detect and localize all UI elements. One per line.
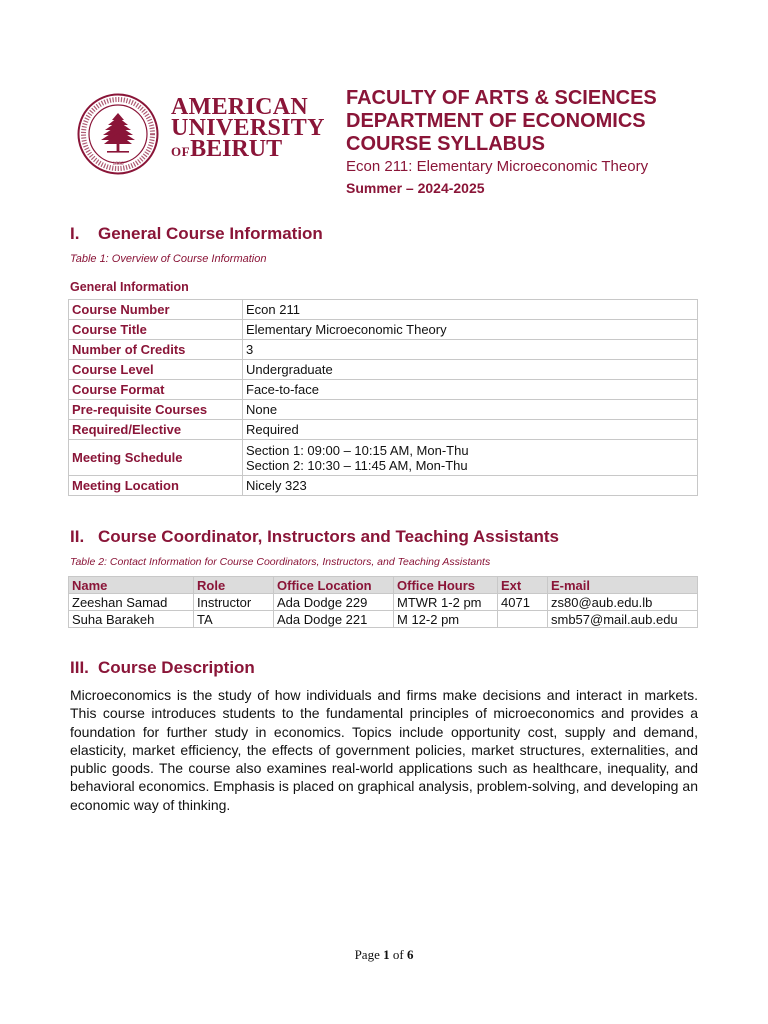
page-number: 1 bbox=[383, 947, 390, 962]
table-row bbox=[69, 320, 698, 340]
section-3-title bbox=[70, 658, 255, 678]
row-key: Required/Elective bbox=[69, 420, 243, 440]
department-title: DEPARTMENT OF ECONOMICS bbox=[346, 110, 646, 132]
section-1-heading: General Course Information bbox=[98, 224, 323, 243]
row-value: Elementary Microeconomic Theory bbox=[243, 320, 698, 340]
wordmark-line-1: AMERICAN bbox=[171, 94, 309, 120]
section-1-title bbox=[70, 224, 323, 244]
wordmark-of: OF bbox=[171, 144, 191, 159]
col-header: Role bbox=[194, 577, 274, 594]
cell-ext bbox=[498, 611, 548, 628]
section-2-title bbox=[70, 527, 559, 547]
cell-office: Ada Dodge 229 bbox=[274, 594, 394, 611]
faculty-title: FACULTY OF ARTS & SCIENCES bbox=[346, 87, 657, 109]
seal-year: 1866 bbox=[112, 161, 124, 167]
wordmark-line-3 bbox=[171, 136, 325, 162]
page-footer bbox=[0, 947, 768, 963]
course-description: Microeconomics is the study of how individuals and firms make decisions and interact in markets. This course introduces students to the fundamental principles of microeconomics and provides a foundation for further study in economics. Topics include opportunity cost, supply and demand, elasticity, market efficiency, the effects of government policies, market structures, externalities, and public goods. The course also examines real-world applications such as healthcare, inequality, and behavioral economics. Emphasis is placed on graphical analysis, problem-solving, and developing an economic way of thinking. bbox=[70, 687, 698, 813]
cell-hours: M 12-2 pm bbox=[394, 611, 498, 628]
row-key: Course Number bbox=[69, 300, 243, 320]
doc-type-title: COURSE SYLLABUS bbox=[346, 133, 545, 155]
row-key: Course Title bbox=[69, 320, 243, 340]
cell-role: Instructor bbox=[194, 594, 274, 611]
term-line: Summer – 2024-2025 bbox=[346, 180, 485, 196]
cell-email[interactable]: smb57@mail.aub.edu bbox=[548, 611, 698, 628]
table-row bbox=[69, 420, 698, 440]
cell-name: Suha Barakeh bbox=[69, 611, 194, 628]
page-total: 6 bbox=[406, 947, 414, 962]
cell-role: TA bbox=[194, 611, 274, 628]
col-header: Ext bbox=[498, 577, 548, 594]
document-header bbox=[346, 87, 657, 197]
wordmark-line-2: UNIVERSITY bbox=[171, 115, 325, 141]
table-header-row bbox=[69, 577, 698, 594]
row-key: Meeting Location bbox=[69, 476, 243, 496]
cell-email[interactable]: zs80@aub.edu.lb bbox=[548, 594, 698, 611]
row-value: None bbox=[243, 400, 698, 420]
aub-cedar-seal-icon bbox=[77, 93, 159, 175]
row-key: Number of Credits bbox=[69, 340, 243, 360]
section-3-number: III. bbox=[70, 658, 89, 677]
cell-name: Zeeshan Samad bbox=[69, 594, 194, 611]
section-3-heading: Course Description bbox=[98, 658, 255, 677]
row-key: Pre-requisite Courses bbox=[69, 400, 243, 420]
cell-office: Ada Dodge 221 bbox=[274, 611, 394, 628]
table-row bbox=[69, 594, 698, 611]
col-header: E-mail bbox=[548, 577, 698, 594]
general-info-subhead: General Information bbox=[70, 280, 189, 294]
table-row bbox=[69, 611, 698, 628]
schedule-section-2: Section 2: 10:30 – 11:45 AM, Mon-Thu bbox=[246, 457, 468, 473]
row-key: Course Level bbox=[69, 360, 243, 380]
wordmark-beirut: BEIRUT bbox=[190, 136, 283, 162]
row-value: Nicely 323 bbox=[243, 476, 698, 496]
row-value: 3 bbox=[243, 340, 698, 360]
row-value bbox=[243, 440, 698, 476]
table-row bbox=[69, 440, 698, 476]
table-row bbox=[69, 300, 698, 320]
table-row bbox=[69, 400, 698, 420]
row-value: Undergraduate bbox=[243, 360, 698, 380]
row-key: Meeting Schedule bbox=[69, 440, 243, 476]
section-1-number: I. bbox=[70, 224, 80, 243]
table-1-caption: Table 1: Overview of Course Information bbox=[70, 253, 267, 265]
col-header: Office Hours bbox=[394, 577, 498, 594]
section-2-heading: Course Coordinator, Instructors and Teaching Assistants bbox=[98, 527, 559, 546]
row-key: Course Format bbox=[69, 380, 243, 400]
course-line: Econ 211: Elementary Microeconomic Theory bbox=[346, 158, 649, 175]
row-value: Econ 211 bbox=[243, 300, 698, 320]
table-row bbox=[69, 340, 698, 360]
section-2-number: II. bbox=[70, 527, 85, 546]
university-wordmark bbox=[171, 94, 325, 162]
contact-table bbox=[68, 576, 698, 628]
col-header: Name bbox=[69, 577, 194, 594]
row-value: Face-to-face bbox=[243, 380, 698, 400]
of-word: of bbox=[392, 947, 404, 962]
cell-ext: 4071 bbox=[498, 594, 548, 611]
cell-hours: MTWR 1-2 pm bbox=[394, 594, 498, 611]
page-word: Page bbox=[354, 947, 380, 962]
course-info-table bbox=[68, 299, 698, 496]
table-row bbox=[69, 360, 698, 380]
table-row bbox=[69, 380, 698, 400]
table-2-caption: Table 2: Contact Information for Course Coordinators, Instructors, and Teaching Assistants bbox=[70, 556, 491, 568]
table-row bbox=[69, 476, 698, 496]
schedule-section-1: Section 1: 09:00 – 10:15 AM, Mon-Thu bbox=[246, 442, 469, 458]
row-value: Required bbox=[243, 420, 698, 440]
col-header: Office Location bbox=[274, 577, 394, 594]
